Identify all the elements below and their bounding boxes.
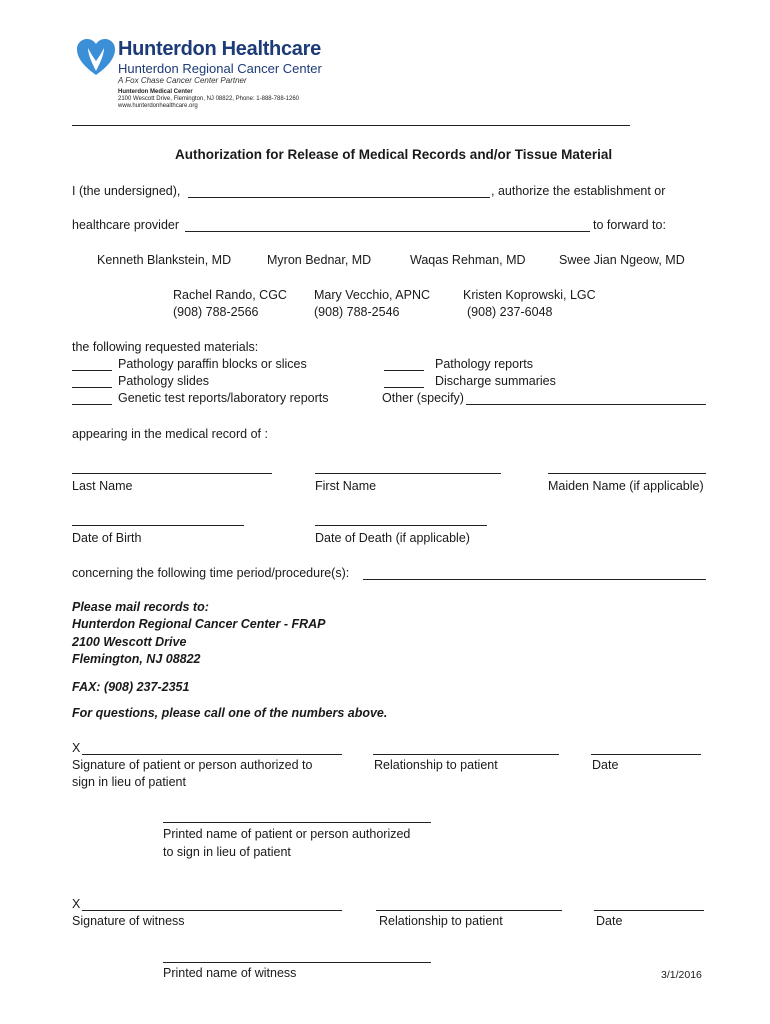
material-genetic: Genetic test reports/laboratory reports (118, 391, 329, 405)
partner-tagline: A Fox Chase Cancer Center Partner (118, 76, 247, 85)
last-name-field[interactable] (72, 473, 272, 474)
printed-patient-label-2: to sign in lieu of patient (163, 845, 291, 859)
mail-line-2: 2100 Wescott Drive (72, 635, 187, 649)
form-title: Authorization for Release of Medical Records and/or Tissue Material (175, 147, 613, 162)
medical-center-name: Hunterdon Medical Center (118, 89, 193, 95)
revision-date: 3/1/2016 (661, 969, 702, 981)
physician-3: Waqas Rehman, MD (410, 253, 526, 267)
provider-field[interactable] (185, 231, 590, 232)
first-name-field[interactable] (315, 473, 501, 474)
patient-relationship-field[interactable] (373, 754, 559, 755)
x-mark-patient: X (72, 741, 81, 755)
material-checkline-paraffin[interactable] (72, 370, 112, 371)
printed-patient-label-1: Printed name of patient or person authorized (163, 827, 411, 841)
material-pathology-reports: Pathology reports (435, 357, 533, 371)
counselor-3-phone: (908) 237-6048 (467, 305, 553, 319)
printed-witness-label: Printed name of witness (163, 966, 297, 980)
dob-label: Date of Birth (72, 531, 142, 545)
patient-signature-label-2: sign in lieu of patient (72, 775, 186, 789)
counselor-1-name: Rachel Rando, CGC (173, 288, 287, 302)
physician-1: Kenneth Blankstein, MD (97, 253, 232, 267)
materials-heading: the following requested materials: (72, 340, 259, 354)
witness-relationship-field[interactable] (376, 910, 562, 911)
org-name: Hunterdon Healthcare (118, 38, 321, 60)
dob-field[interactable] (72, 525, 244, 526)
counselor-2-name: Mary Vecchio, APNC (314, 288, 431, 302)
time-period-field[interactable] (363, 579, 706, 580)
center-name: Hunterdon Regional Cancer Center (118, 61, 322, 76)
material-checkline-discharge[interactable] (384, 387, 424, 388)
record-of-label: appearing in the medical record of : (72, 427, 268, 441)
witness-date-label: Date (596, 914, 623, 928)
address-line: 2100 Wescott Drive, Flemington, NJ 08822, Phone: 1-888-788-1260 (118, 96, 299, 102)
material-checkline-genetic[interactable] (72, 404, 112, 405)
printed-patient-field[interactable] (163, 822, 431, 823)
authorize-text: , authorize the establishment or (491, 184, 666, 198)
counselor-1-phone: (908) 788-2566 (173, 305, 259, 319)
questions-note: For questions, please call one of the numbers above. (72, 706, 388, 720)
header-divider (72, 125, 630, 126)
material-discharge: Discharge summaries (435, 374, 556, 388)
maiden-name-label: Maiden Name (if applicable) (548, 479, 704, 493)
patient-date-field[interactable] (591, 754, 701, 755)
patient-relationship-label: Relationship to patient (374, 758, 498, 772)
physician-4: Swee Jian Ngeow, MD (559, 253, 685, 267)
material-checkline-pathology-reports[interactable] (384, 370, 424, 371)
forward-to-text: to forward to: (593, 218, 666, 232)
heart-logo-icon (76, 38, 116, 78)
counselor-3-name: Kristen Koprowski, LGC (463, 288, 596, 302)
counselor-2-phone: (908) 788-2546 (314, 305, 400, 319)
witness-signature-label: Signature of witness (72, 914, 185, 928)
x-mark-witness: X (72, 897, 81, 911)
dod-field[interactable] (315, 525, 487, 526)
physician-2: Myron Bednar, MD (267, 253, 372, 267)
first-name-label: First Name (315, 479, 377, 493)
witness-signature-field[interactable] (82, 910, 342, 911)
witness-relationship-label: Relationship to patient (379, 914, 503, 928)
material-checkline-slides[interactable] (72, 387, 112, 388)
fax-number: FAX: (908) 237-2351 (72, 680, 190, 694)
last-name-label: Last Name (72, 479, 133, 493)
maiden-name-field[interactable] (548, 473, 706, 474)
other-specify-label: Other (specify) (382, 391, 464, 405)
patient-signature-field[interactable] (82, 754, 342, 755)
website: www.hunterdonhealthcare.org (118, 103, 198, 109)
patient-date-label: Date (592, 758, 619, 772)
mail-heading: Please mail records to: (72, 600, 209, 614)
printed-witness-field[interactable] (163, 962, 431, 963)
undersigned-field[interactable] (188, 197, 490, 198)
undersigned-label: I (the undersigned), (72, 184, 181, 198)
provider-label: healthcare provider (72, 218, 180, 232)
dod-label: Date of Death (if applicable) (315, 531, 470, 545)
mail-line-3: Flemington, NJ 08822 (72, 652, 201, 666)
patient-signature-label-1: Signature of patient or person authorized to (72, 758, 313, 772)
other-specify-field[interactable] (466, 404, 706, 405)
material-slides: Pathology slides (118, 374, 210, 388)
mail-line-1: Hunterdon Regional Cancer Center - FRAP (72, 617, 326, 631)
material-paraffin: Pathology paraffin blocks or slices (118, 357, 307, 371)
time-period-label: concerning the following time period/procedure(s): (72, 566, 350, 580)
witness-date-field[interactable] (594, 910, 704, 911)
